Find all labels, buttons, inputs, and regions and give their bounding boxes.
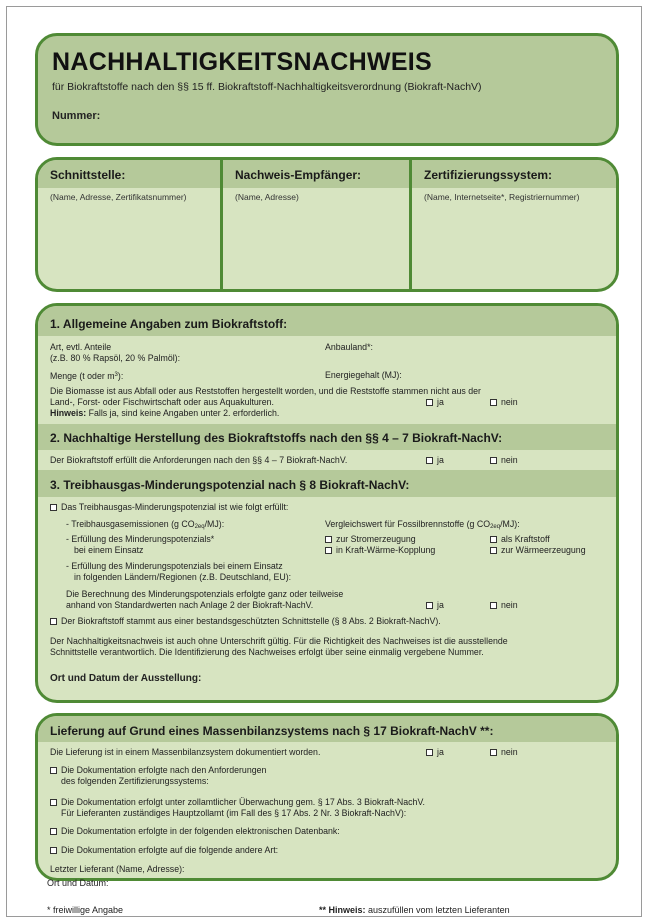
type-label: Art, evtl. Anteile — [50, 342, 112, 352]
validity-line-1: Der Nachhaltigkeitsnachweis ist auch ohne Unterschrift gültig. Für die Richtigkeit des Nachweises ist die ausstellende — [50, 636, 508, 646]
comparison-label: Vergleichswert für Fossilbrennstoffe (g CO2eq/MJ): — [325, 519, 520, 530]
checkbox[interactable] — [426, 399, 433, 406]
mass-balance-box — [35, 713, 619, 881]
interface-column[interactable] — [38, 160, 223, 289]
protected-option[interactable]: Der Biokraftstoff stammt aus einer bestandsgeschützten Schnittstelle (§ 8 Abs. 2 Biokraft-NachV). — [50, 616, 441, 627]
single-use-line-2: bei einem Einsatz — [74, 545, 144, 555]
parties-box — [35, 157, 619, 292]
ghg-fulfilled-option[interactable]: Das Treibhausgas-Minderungspotenzial ist wie folgt erfüllt: — [50, 502, 288, 513]
database-option[interactable]: Die Dokumentation erfolgte in der folgenden elektronischen Datenbank: — [50, 826, 340, 837]
standard-no-option[interactable]: nein — [490, 600, 518, 611]
certification-title: Zertifizierungssystem: — [412, 160, 616, 188]
section1-title: 1. Allgemeine Angaben zum Biokraftstoff: — [38, 306, 616, 336]
checkbox[interactable] — [426, 749, 433, 756]
power-option[interactable]: zur Stromerzeugung — [325, 534, 416, 545]
fuel-option[interactable]: als Kraftstoff — [490, 534, 550, 545]
certification-column[interactable] — [412, 160, 616, 289]
checkbox[interactable] — [490, 399, 497, 406]
checkbox[interactable] — [490, 547, 497, 554]
documented-no-option[interactable]: nein — [490, 747, 518, 758]
customs-line-2: Für Lieferanten zuständiges Hauptzollamt (im Fall des § 17 Abs. 2 Nr. 3 Biokraft-NachV): — [61, 808, 407, 818]
requirements-line-2: des folgenden Zertifizierungssystems: — [61, 776, 209, 786]
waste-no-option[interactable]: nein — [490, 397, 518, 408]
checkbox[interactable] — [50, 847, 57, 854]
checkbox[interactable] — [490, 602, 497, 609]
checkbox[interactable] — [50, 828, 57, 835]
chp-option[interactable]: in Kraft-Wärme-Kopplung — [325, 545, 435, 556]
checkbox[interactable] — [50, 799, 57, 806]
section2-no-option[interactable]: nein — [490, 455, 518, 466]
checkbox[interactable] — [426, 602, 433, 609]
countries-line-1: - Erfüllung des Minderungspotenzials bei einem Einsatz — [66, 561, 283, 571]
standard-line-2: anhand von Standardwerten nach Anlage 2 der Biokraft-NachV. — [66, 600, 314, 610]
supplier-note: ** Hinweis: auszufüllen vom letzten Lieferanten — [319, 905, 510, 915]
header-box — [35, 33, 619, 146]
checkbox[interactable] — [490, 749, 497, 756]
recipient-title: Nachweis-Empfänger: — [223, 160, 409, 188]
checkbox[interactable] — [490, 536, 497, 543]
section2-yes-option[interactable]: ja — [426, 455, 444, 466]
page-subtitle: für Biokraftstoffe nach den §§ 15 ff. Biokraftstoff-Nachhaltigkeitsverordnung (Biokraft-NachV) — [52, 81, 482, 93]
documented-text: Die Lieferung ist in einem Massenbilanzsystem dokumentiert worden. — [50, 747, 321, 757]
recipient-column[interactable] — [223, 160, 412, 289]
section3-title: 3. Treibhausgas-Minderungspotenzial nach § 8 Biokraft-NachV: — [38, 470, 616, 497]
page-title: NACHHALTIGKEITSNACHWEIS — [52, 48, 433, 76]
interface-title: Schnittstelle: — [38, 160, 220, 188]
type-example: (z.B. 80 % Rapsöl, 20 % Palmöl): — [50, 353, 181, 363]
form-page — [6, 6, 642, 917]
waste-line-1: Die Biomasse ist aus Abfall oder aus Reststoffen hergestellt worden, und die Reststoffe stammen nicht aus der — [50, 386, 481, 396]
heat-option[interactable]: zur Wärmeerzeugung — [490, 545, 586, 556]
certification-hint: (Name, Internetseite*, Registriernummer) — [424, 192, 580, 202]
single-use-line-1: - Erfüllung des Minderungspotenzials* — [66, 534, 215, 544]
customs-option[interactable]: Die Dokumentation erfolgt unter zollamtlicher Überwachung gem. § 17 Abs. 3 Biokraft-NachV. — [50, 797, 425, 808]
validity-line-2: Schnittstelle verantwortlich. Die Identifizierung des Nachweises erfolgt über seine einmalig vergebene Nummer. — [50, 647, 484, 657]
checkbox[interactable] — [325, 547, 332, 554]
quantity-label: Menge (t oder $m^3$): — [50, 371, 124, 381]
emissions-label: - Treibhausgasemissionen (g CO2eq/MJ): — [66, 519, 225, 530]
standard-yes-option[interactable]: ja — [426, 600, 444, 611]
section2-title: 2. Nachhaltige Herstellung des Biokraftstoffs nach den §§ 4 – 7 Biokraft-NachV: — [38, 424, 616, 450]
waste-yes-option[interactable]: ja — [426, 397, 444, 408]
recipient-hint: (Name, Adresse) — [235, 192, 299, 202]
countries-line-2: in folgenden Ländern/Regionen (z.B. Deutschland, EU): — [74, 572, 292, 582]
section4-title: Lieferung auf Grund eines Massenbilanzsystems nach § 17 Biokraft-NachV **: — [38, 716, 616, 742]
place-date-label: Ort und Datum: — [47, 878, 109, 888]
issue-place-date: Ort und Datum der Ausstellung: — [50, 673, 202, 684]
checkbox[interactable] — [50, 767, 57, 774]
sections-box — [35, 303, 619, 703]
energy-label: Energiegehalt (MJ): — [325, 370, 402, 380]
checkbox[interactable] — [50, 504, 57, 511]
documented-yes-option[interactable]: ja — [426, 747, 444, 758]
country-label: Anbauland*: — [325, 342, 373, 352]
section2-text: Der Biokraftstoff erfüllt die Anforderungen nach den §§ 4 – 7 Biokraft-NachV. — [50, 455, 348, 465]
standard-line-1: Die Berechnung des Minderungspotenzials erfolgte ganz oder teilweise — [66, 589, 344, 599]
checkbox[interactable] — [490, 457, 497, 464]
voluntary-note: * freiwillige Angabe — [47, 905, 124, 915]
interface-hint: (Name, Adresse, Zertifikatsnummer) — [50, 192, 187, 202]
requirements-option[interactable]: Die Dokumentation erfolgte nach den Anforderungen — [50, 765, 266, 776]
other-option[interactable]: Die Dokumentation erfolgte auf die folgende andere Art: — [50, 845, 278, 856]
checkbox[interactable] — [325, 536, 332, 543]
checkbox[interactable] — [50, 618, 57, 625]
waste-line-2: Land-, Forst- oder Fischwirtschaft oder aus Aquakulturen. — [50, 397, 274, 407]
last-supplier-label: Letzter Lieferant (Name, Adresse): — [50, 864, 185, 874]
number-label: Nummer: — [52, 110, 101, 122]
checkbox[interactable] — [426, 457, 433, 464]
waste-hint: Hinweis: Falls ja, sind keine Angaben unter 2. erforderlich. — [50, 408, 280, 418]
